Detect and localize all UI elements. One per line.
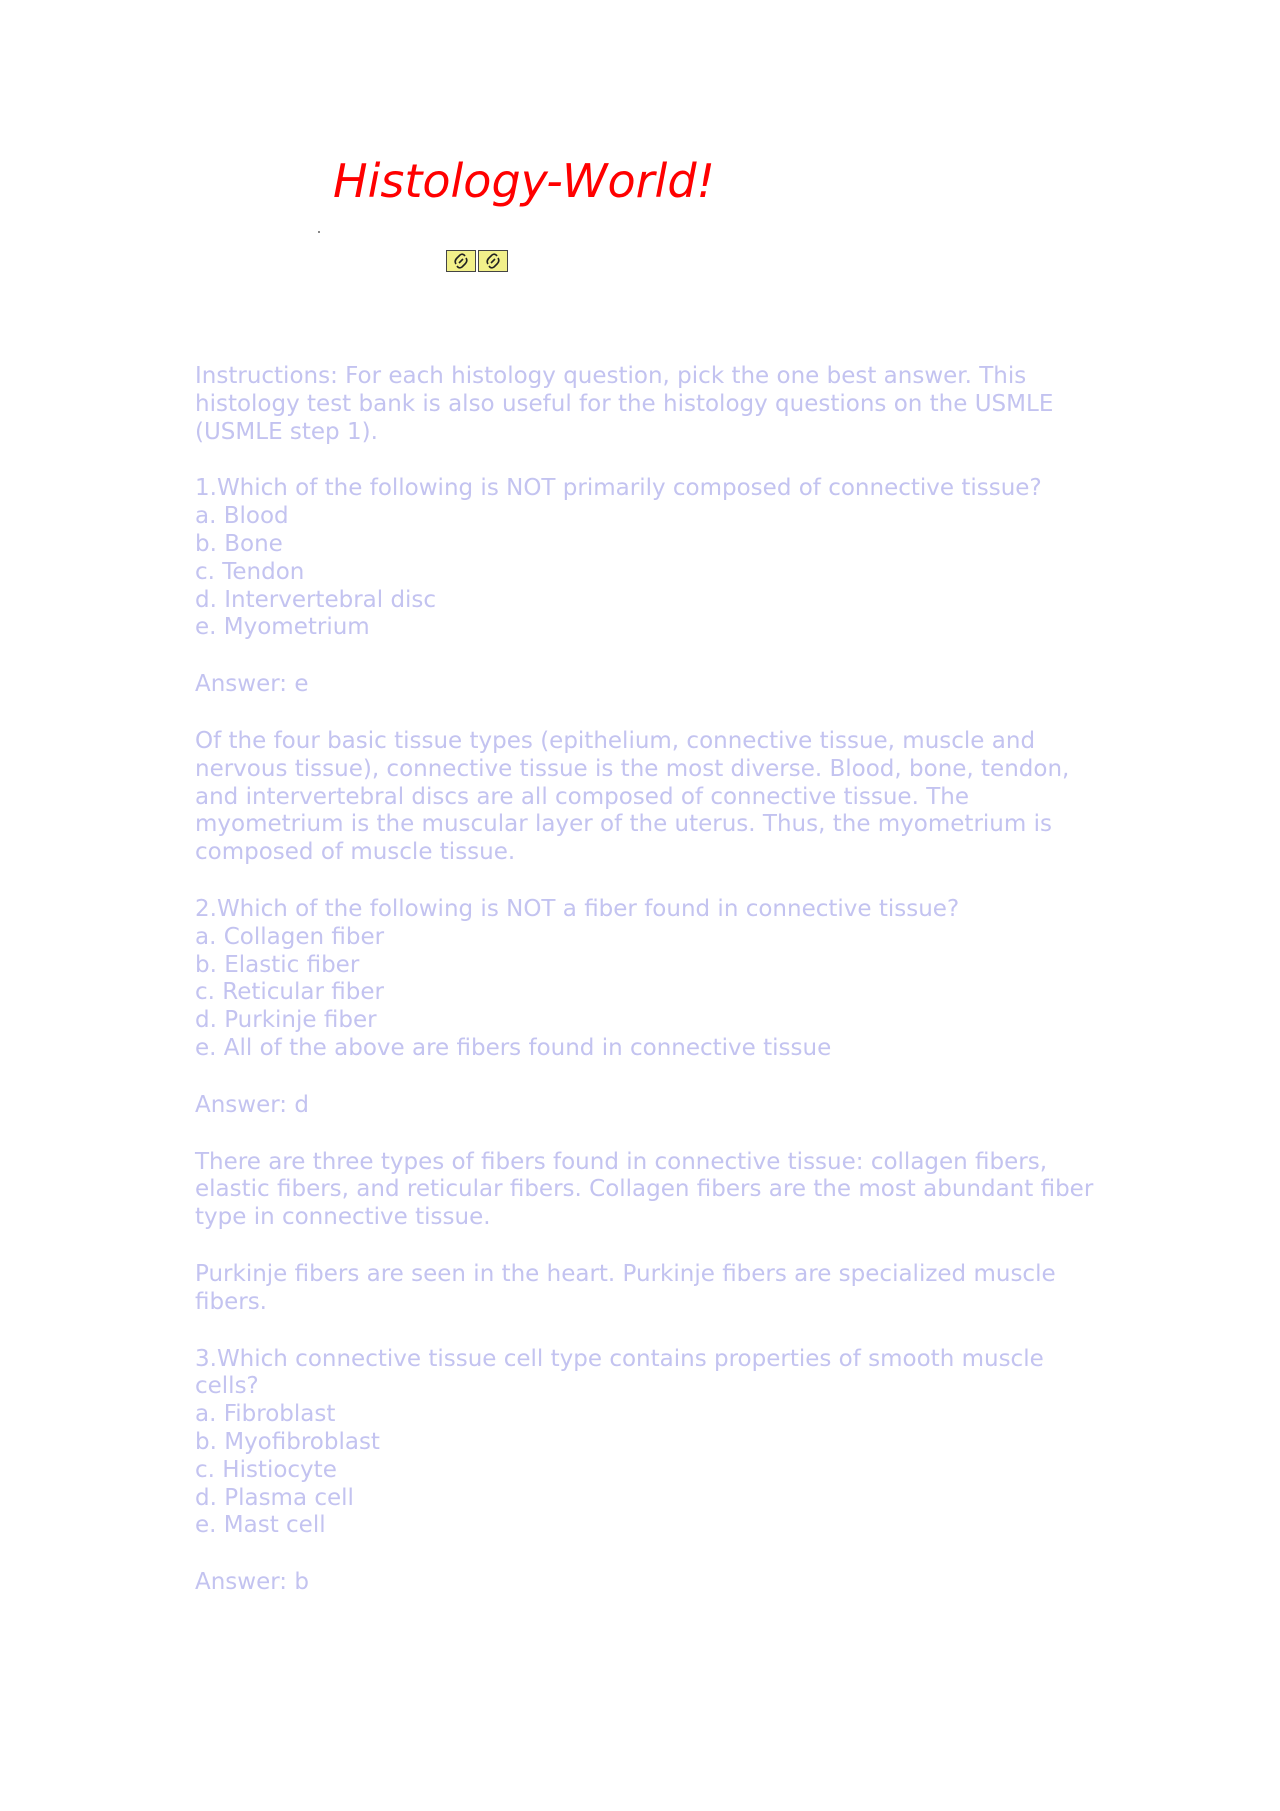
answer-option: c. Reticular fiber xyxy=(195,979,384,1006)
question-block xyxy=(195,896,1095,1063)
answer-option: b. Myofibroblast xyxy=(195,1428,380,1455)
answer-key: Answer: b xyxy=(195,1569,309,1596)
main-content xyxy=(195,363,1095,1626)
link-icon[interactable] xyxy=(446,250,476,272)
answer-option: d. Purkinje fiber xyxy=(195,1007,377,1034)
answer-option: e. Mast cell xyxy=(195,1512,326,1539)
icon-group[interactable] xyxy=(446,250,508,272)
question-text: 2.Which of the following is NOT a fiber found in connective tissue? xyxy=(195,895,960,922)
question-block xyxy=(195,475,1095,642)
answer-option: e. All of the above are fibers found in connective tissue xyxy=(195,1034,832,1061)
answer-option: b. Bone xyxy=(195,530,283,557)
answer-option: e. Myometrium xyxy=(195,614,370,641)
page-title: Histology-World! xyxy=(333,154,715,208)
link-icon[interactable] xyxy=(478,250,508,272)
answer-key: Answer: d xyxy=(195,1091,309,1118)
answer-option: b. Elastic fiber xyxy=(195,951,360,978)
question-text: 1.Which of the following is NOT primarily composed of connective tissue? xyxy=(195,475,1042,502)
answer-option: a. Collagen fiber xyxy=(195,923,385,950)
explanation: Purkinje fibers are seen in the heart. Purkinje fibers are specialized muscle fibers. xyxy=(195,1260,1056,1315)
answer-key: Answer: e xyxy=(195,671,309,698)
instructions: Instructions: For each histology question, pick the one best answer. This histology test bank is also useful for the histology questions on the USMLE (USMLE step 1). xyxy=(195,363,1054,445)
question-text: 3.Which connective tissue cell type contains properties of smooth muscle cells? xyxy=(195,1345,1044,1400)
answer-option: a. Blood xyxy=(195,503,289,530)
answer-option: d. Plasma cell xyxy=(195,1484,354,1511)
explanation: There are three types of fibers found in connective tissue: collagen fibers, elastic fibers, and reticular fibers. Collagen fibers are the most abundant fiber type in connective tissue. xyxy=(195,1148,1094,1231)
answer-option: a. Fibroblast xyxy=(195,1401,336,1428)
question-block xyxy=(195,1346,1095,1541)
explanation: Of the four basic tissue types (epithelium, connective tissue, muscle and nervous tissue), connective tissue is the most diverse. Blood, bone, tendon, and intervertebral discs are all composed of connective tissue. The myometrium is the muscular layer of the uterus. Thus, the myometrium is composed of muscle tissue. xyxy=(195,727,1070,866)
answer-option: c. Tendon xyxy=(195,558,305,585)
separator-dot xyxy=(318,231,320,233)
answer-option: c. Histiocyte xyxy=(195,1456,337,1483)
answer-option: d. Intervertebral disc xyxy=(195,586,437,613)
